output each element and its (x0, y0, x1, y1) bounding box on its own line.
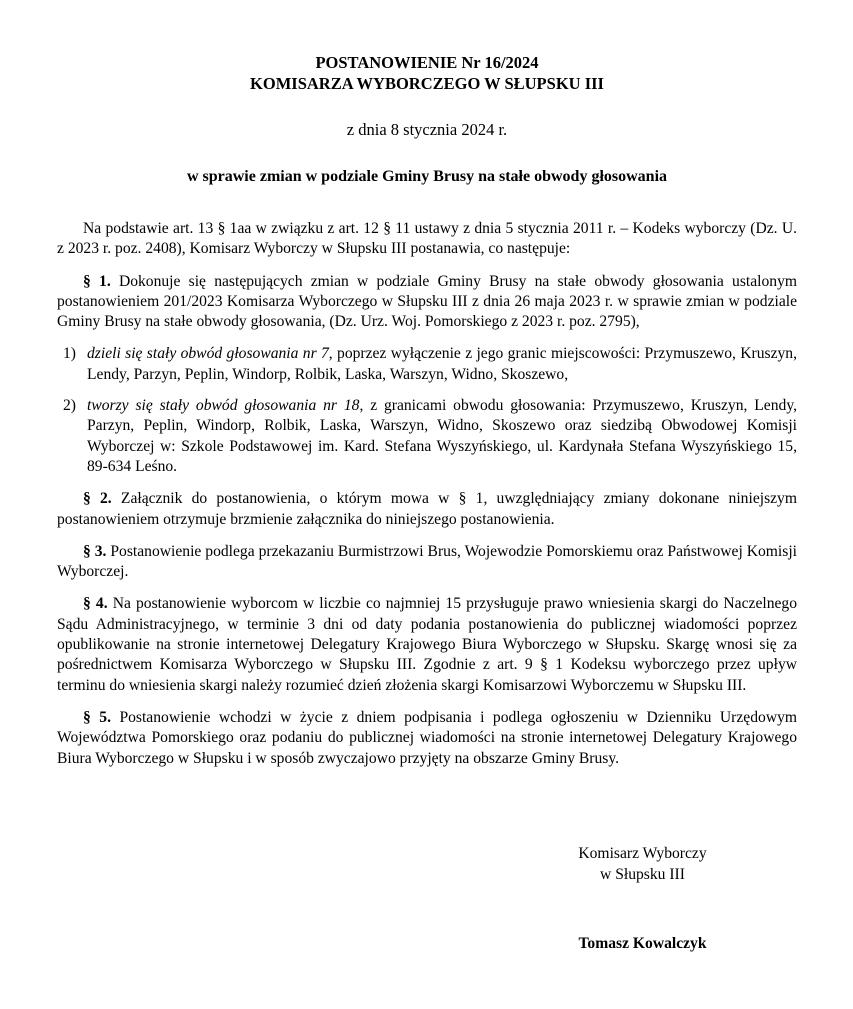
document-content (57, 0, 797, 769)
list-item-marker-1: 1) (63, 345, 76, 363)
section-text-2: Załącznik do postanowienia, o którym mowa w § 1, uwzględniający zmiany dokonane niniejszym postanowieniem otrzymuje brzmienie załącznika do niniejszego postanowienia. (57, 490, 797, 528)
list-item-italic-2: tworzy się stały obwód głosowania nr 18 (87, 397, 360, 415)
section-marker-4: § 4. (83, 595, 108, 613)
signature-title-line-1: Komisarz Wyborczy (578, 845, 707, 862)
list-item (57, 396, 797, 477)
section-text-5: Postanowienie wchodzi w życie z dniem podpisania i podlega ogłoszeniu w Dzienniku Urzędowym Województwa Pomorskiego oraz podaniu do publicznej wiadomości na stronie internetowej Delegatury Krajowego Biura Wyborczego w Słupsku i w sposób zwyczajowo przyjęty na obszarze Gminy Brusy. (57, 708, 798, 767)
section-marker-2: § 2. (83, 490, 112, 508)
list-item-marker-2: 2) (63, 397, 76, 415)
signature-block (520, 843, 765, 954)
section-paragraph-5 (57, 708, 797, 769)
preamble-text: Na podstawie art. 13 § 1aa w związku z art. 12 § 11 ustawy z dnia 5 stycznia 2011 r. – Kodeks wyborczy (Dz. U. z 2023 r. poz. 2408), Komisarz Wyborczy w Słupsku III postanawia, co następuje: (57, 220, 797, 258)
document-title (57, 0, 797, 94)
section-paragraph-3 (57, 542, 797, 595)
section-text-3: Postanowienie podlega przekazaniu Burmistrzowi Brus, Wojewodzie Pomorskiemu oraz Państwowej Komisji Wyborczej. (57, 542, 797, 581)
signature-name: Tomasz Kowalczyk (578, 935, 707, 952)
section-paragraph-4 (57, 594, 797, 707)
section-marker-5: § 5. (83, 708, 111, 726)
section-text-4: Na postanowienie wyborcom w liczbie co najmniej 15 przysługuje prawo wniesienia skargi do Naczelnego Sądu Administracyjnego, w terminie 3 dni od daty podania postanowienia do publicznej wiadomości poprzez opublikowanie na stronie internetowej Delegatury Krajowego Biura Wyborczego w Słupsku. Skargę wnosi się za pośrednictwem Komisarza Wyborczego w Słupsku III. Zgodnie z art. 9 § 1 Kodeksu wyborczego przez upływ terminu do wniesienia skargi należy rozumieć dzień złożenia skargi Komisarzowi Wyborczemu w Słupsku III. (57, 595, 798, 694)
document-body (57, 187, 797, 769)
amendment-list (57, 344, 797, 489)
document-date: z dnia 8 stycznia 2024 r. (346, 120, 508, 139)
section-text-1: Dokonuje się następujących zmian w podziale Gminy Brusy na stałe obwody głosowania ustalonym postanowieniem 201/2023 Komisarza Wyborczego w Słupsku III z dnia 26 maja 2023 r. w sprawie zmian w podziale Gminy Brusy na stałe obwody głosowania, (Dz. Urz. Woj. Pomorskiego z 2023 r. poz. 2795), (57, 272, 797, 331)
list-item-italic-1: dzieli się stały obwód głosowania nr 7 (87, 345, 329, 363)
section-marker-1: § 1. (83, 272, 111, 290)
title-line-1: POSTANOWIENIE Nr 16/2024 (315, 53, 539, 72)
document-subject: w sprawie zmian w podziale Gminy Brusy na stałe obwody głosowania (186, 168, 668, 185)
title-line-2: KOMISARZA WYBORCZEGO W SŁUPSKU III (250, 74, 604, 93)
section-paragraph-2 (57, 489, 797, 542)
list-item-text-2: , z granicami obwodu głosowania: Przymuszewo, Kruszyn, Lendy, Parzyn, Peplin, Windorp, Rolbik, Laska, Warszyn, Widno, Skoszewo oraz siedzibą Obwodowej Komisji Wyborczej w: Szkole Podstawowej im. Kard. Stefana Wyszyńskiego, ul. Kardynała Stefana Wyszyńskiego 15, 89-634 Leśno. (87, 397, 797, 475)
section-paragraph-1 (57, 272, 797, 345)
list-item (57, 344, 797, 385)
list-item-text-1: , poprzez wyłączenie z jego granic miejscowości: Przymuszewo, Kruszyn, Lendy, Parzyn, Peplin, Windorp, Rolbik, Laska, Warszyn, Widno, Skoszewo, (87, 345, 797, 383)
preamble-paragraph (57, 219, 797, 272)
signature-title-line-2: w Słupsku III (600, 866, 685, 883)
section-marker-3: § 3. (83, 542, 107, 560)
